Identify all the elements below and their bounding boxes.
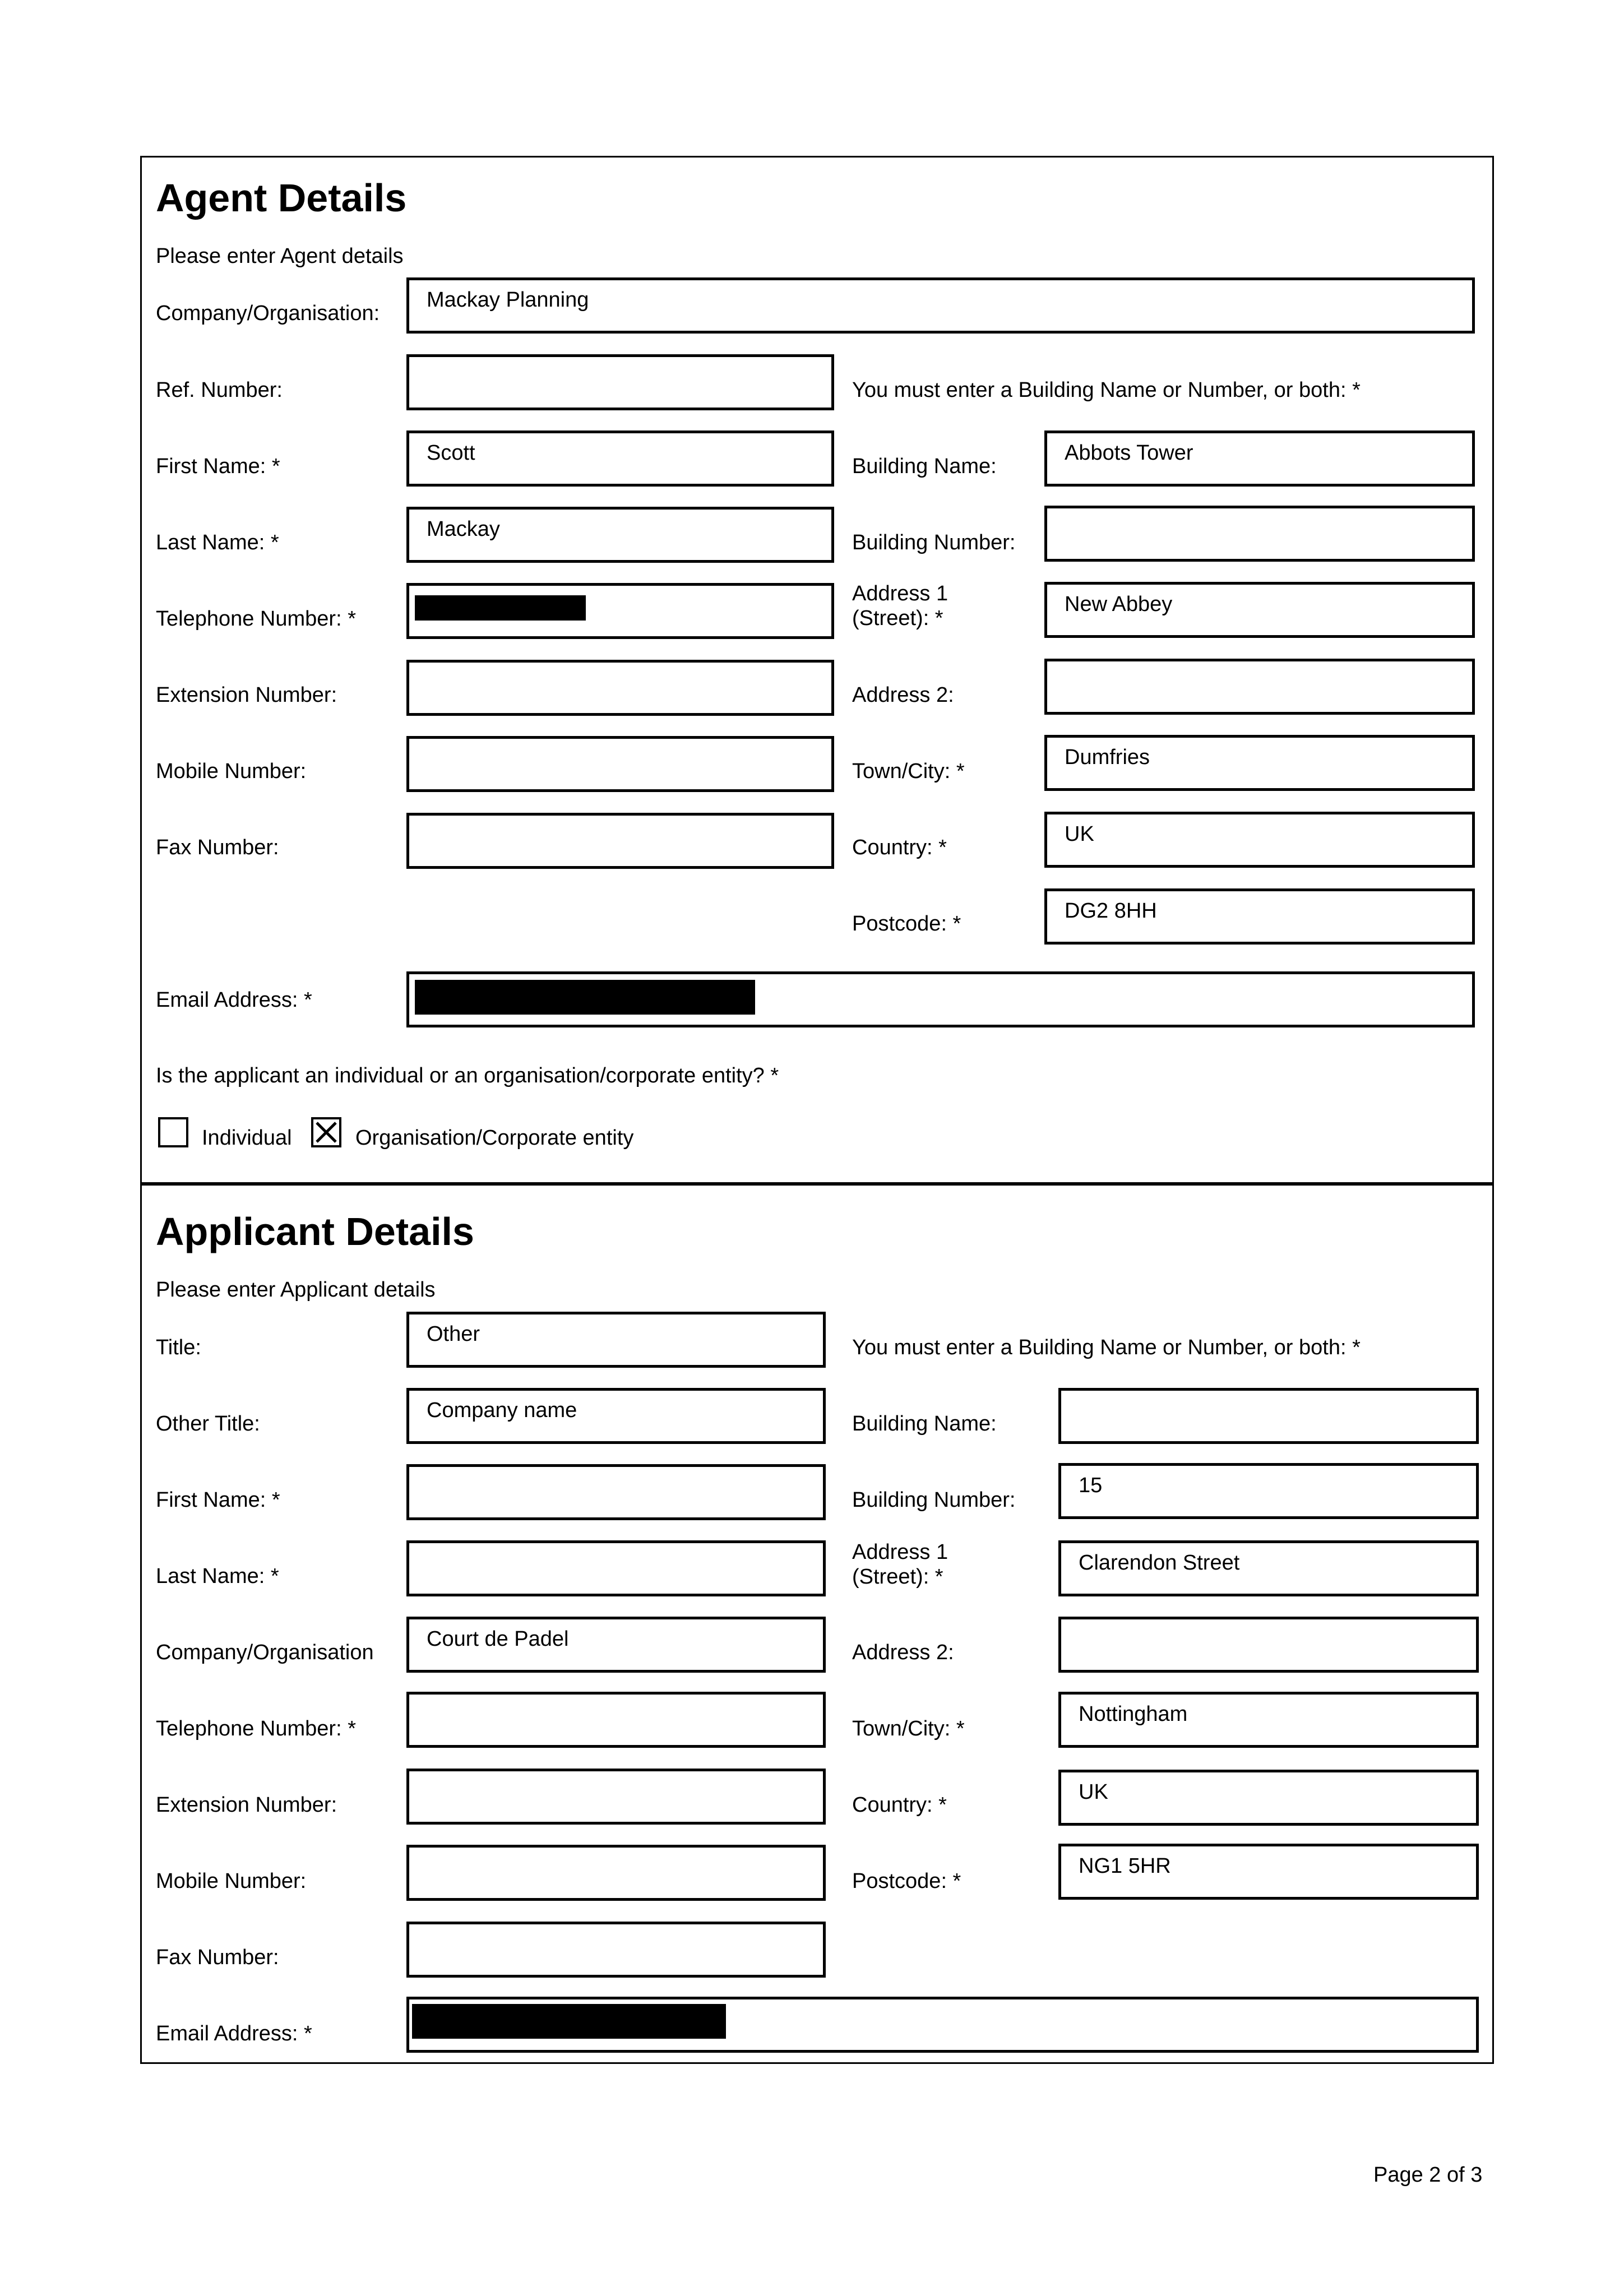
applicant-company-label: Company/Organisation: [156, 1641, 374, 1664]
applicant-building-number-field[interactable]: [1058, 1463, 1479, 1519]
agent-address1-label-line1: Address 1: [852, 582, 949, 605]
organisation-checkbox[interactable]: [311, 1117, 341, 1147]
applicant-company-field[interactable]: [406, 1617, 826, 1673]
applicant-title-value: Other: [427, 1322, 480, 1346]
agent-telephone-field[interactable]: [406, 583, 834, 639]
applicant-country-label: Country: *: [852, 1793, 947, 1817]
applicant-first-name-label: First Name: *: [156, 1488, 280, 1512]
applicant-town-field[interactable]: [1058, 1692, 1479, 1748]
agent-address2-field[interactable]: [1044, 659, 1475, 715]
applicant-fax-label: Fax Number:: [156, 1946, 279, 1969]
applicant-address1-label-line1: Address 1: [852, 1540, 949, 1564]
organisation-option-label: Organisation/Corporate entity: [355, 1126, 634, 1150]
agent-address1-value: New Abbey: [1065, 592, 1173, 616]
agent-company-value: Mackay Planning: [427, 288, 589, 312]
agent-ref-field[interactable]: [406, 354, 834, 410]
applicant-intro: Please enter Applicant details: [156, 1278, 436, 1302]
agent-email-field[interactable]: [406, 971, 1475, 1027]
agent-last-name-value: Mackay: [427, 517, 500, 541]
applicant-country-value: UK: [1079, 1780, 1108, 1804]
agent-last-name-label: Last Name: *: [156, 531, 279, 554]
agent-building-name-field[interactable]: [1044, 430, 1475, 487]
agent-postcode-field[interactable]: [1044, 888, 1475, 945]
applicant-mobile-label: Mobile Number:: [156, 1869, 307, 1893]
redaction-bar: [412, 2004, 726, 2039]
applicant-email-label: Email Address: *: [156, 2022, 312, 2045]
applicant-country-field[interactable]: [1058, 1770, 1479, 1826]
agent-building-number-label: Building Number:: [852, 531, 1016, 554]
applicant-building-name-label: Building Name:: [852, 1412, 997, 1436]
agent-email-label: Email Address: *: [156, 988, 312, 1012]
agent-building-note: You must enter a Building Name or Number, or both: *: [852, 378, 1361, 402]
agent-extension-field[interactable]: [406, 660, 834, 716]
applicant-building-number-value: 15: [1079, 1474, 1103, 1497]
applicant-title-field[interactable]: [406, 1312, 826, 1368]
agent-postcode-value: DG2 8HH: [1065, 899, 1157, 923]
agent-building-name-value: Abbots Tower: [1065, 441, 1193, 465]
applicant-telephone-label: Telephone Number: *: [156, 1717, 356, 1740]
applicant-telephone-field[interactable]: [406, 1692, 826, 1748]
agent-country-label: Country: *: [852, 836, 947, 859]
applicant-first-name-field[interactable]: [406, 1464, 826, 1520]
applicant-address2-field[interactable]: [1058, 1617, 1479, 1673]
applicant-extension-label: Extension Number:: [156, 1793, 337, 1817]
agent-mobile-field[interactable]: [406, 736, 834, 792]
agent-building-number-field[interactable]: [1044, 506, 1475, 562]
applicant-town-value: Nottingham: [1079, 1702, 1188, 1726]
agent-last-name-field[interactable]: [406, 507, 834, 563]
agent-fax-field[interactable]: [406, 813, 834, 869]
applicant-building-name-field[interactable]: [1058, 1388, 1479, 1444]
applicant-company-value: Court de Padel: [427, 1627, 569, 1651]
agent-address1-field[interactable]: [1044, 582, 1475, 638]
checkbox-cross-icon: [313, 1119, 339, 1145]
agent-first-name-field[interactable]: [406, 430, 834, 487]
applicant-email-field[interactable]: [406, 1997, 1479, 2053]
individual-checkbox[interactable]: [158, 1117, 188, 1147]
agent-country-field[interactable]: [1044, 812, 1475, 868]
applicant-fax-field[interactable]: [406, 1922, 826, 1978]
applicant-building-number-label: Building Number:: [852, 1488, 1016, 1512]
agent-ref-label: Ref. Number:: [156, 378, 283, 402]
page-number: Page 2 of 3: [1373, 2163, 1483, 2187]
applicant-postcode-label: Postcode: *: [852, 1869, 961, 1893]
agent-town-value: Dumfries: [1065, 746, 1150, 769]
applicant-town-label: Town/City: *: [852, 1717, 965, 1740]
agent-telephone-label: Telephone Number: *: [156, 607, 356, 631]
applicant-address1-value: Clarendon Street: [1079, 1551, 1240, 1575]
applicant-last-name-field[interactable]: [406, 1540, 826, 1596]
agent-town-field[interactable]: [1044, 735, 1475, 791]
agent-address2-label: Address 2:: [852, 683, 954, 707]
agent-intro: Please enter Agent details: [156, 244, 404, 268]
applicant-other-title-field[interactable]: [406, 1388, 826, 1444]
applicant-address1-field[interactable]: [1058, 1540, 1479, 1596]
agent-heading: Agent Details: [156, 176, 407, 220]
redaction-bar: [415, 595, 586, 621]
applicant-last-name-label: Last Name: *: [156, 1564, 279, 1588]
agent-address1-label-line2: (Street): *: [852, 607, 943, 630]
applicant-title-label: Title:: [156, 1336, 201, 1359]
entity-question: Is the applicant an individual or an organisation/corporate entity? *: [156, 1064, 779, 1087]
individual-option-label: Individual: [202, 1126, 292, 1150]
applicant-other-title-value: Company name: [427, 1399, 577, 1422]
agent-extension-label: Extension Number:: [156, 683, 337, 707]
agent-town-label: Town/City: *: [852, 760, 965, 783]
applicant-other-title-label: Other Title:: [156, 1412, 260, 1436]
agent-first-name-label: First Name: *: [156, 455, 280, 478]
agent-company-field[interactable]: [406, 277, 1475, 334]
applicant-building-note: You must enter a Building Name or Number, or both: *: [852, 1336, 1361, 1359]
agent-country-value: UK: [1065, 822, 1094, 846]
agent-building-name-label: Building Name:: [852, 455, 997, 478]
agent-fax-label: Fax Number:: [156, 836, 279, 859]
applicant-extension-field[interactable]: [406, 1769, 826, 1825]
section-divider: [140, 1182, 1494, 1186]
agent-postcode-label: Postcode: *: [852, 912, 961, 936]
applicant-address2-label: Address 2:: [852, 1641, 954, 1664]
applicant-postcode-value: NG1 5HR: [1079, 1854, 1171, 1878]
applicant-heading: Applicant Details: [156, 1210, 474, 1253]
redaction-bar: [415, 980, 755, 1015]
applicant-postcode-field[interactable]: [1058, 1844, 1479, 1900]
agent-first-name-value: Scott: [427, 441, 475, 465]
agent-mobile-label: Mobile Number:: [156, 760, 307, 783]
applicant-address1-label-line2: (Street): *: [852, 1565, 943, 1589]
applicant-mobile-field[interactable]: [406, 1845, 826, 1901]
agent-company-label: Company/Organisation:: [156, 302, 380, 325]
